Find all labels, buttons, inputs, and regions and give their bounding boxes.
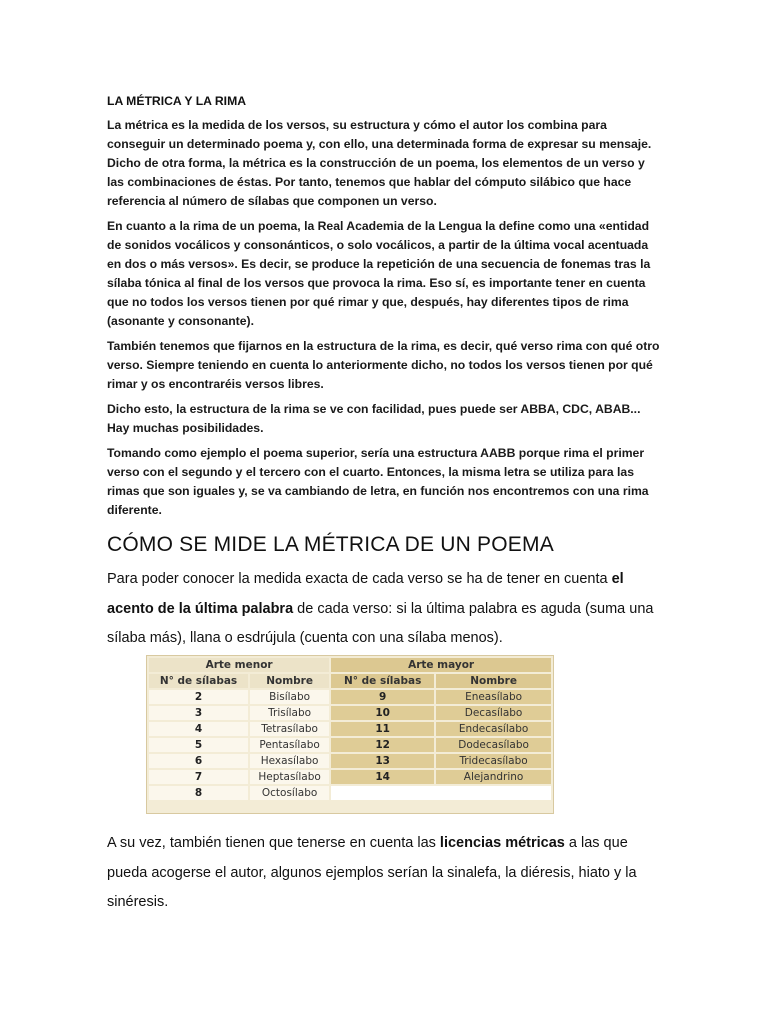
table-cell: Trisílabo [250,706,329,720]
table-cell: 8 [149,786,248,800]
paragraph-licencias [107,829,667,918]
section-metrica-rima [107,92,663,526]
table-cell: 7 [149,770,248,784]
paragraph: La métrica es la medida de los versos, su estructura y cómo el autor los combina para conseguir un determinado poema y, con ello, una determinada forma de expresar su mensaje. Dicho de otra forma, la métrica es la construcción de un poema, los elementos de un verso y las combinaciones de éstas. Por tanto, tenemos que hablar del cómputo silábico que hace referencia al número de sílabas que componen un verso. [107,118,652,208]
table-cell: Pentasílabo [250,738,329,752]
table-cell-empty [331,786,551,800]
text-run: a las que pueda acogerse el autor, algunos ejemplos serían la sinalefa, la diéresis, hiato y la sinéresis. [107,835,637,910]
paragraph-acento [107,565,667,654]
paragraph: Dicho esto, la estructura de la rima se ve con facilidad, pues puede ser ABBA, CDC, ABAB... Hay muchas posibilidades. [107,402,641,435]
table-group-row [149,658,551,672]
text-run: A su vez, también tienen que tenerse en cuenta las [107,835,440,851]
column-header: N° de sílabas [331,674,434,688]
table-row [149,786,551,800]
table-cell: Heptasílabo [250,770,329,784]
table-cell: 13 [331,754,434,768]
table-row [149,770,551,784]
group-header-arte-menor: Arte menor [149,658,329,672]
table-row [149,690,551,704]
column-header: N° de sílabas [149,674,248,688]
paragraph: Tomando como ejemplo el poema superior, sería una estructura AABB porque rima el primer verso con el segundo y el tercero con el cuarto. Entonces, la misma letra se utiliza para las rimas que son iguales y, se va cambiando de letra, en función nos encontremos con una rima diferente. [107,446,649,517]
table-cell: 11 [331,722,434,736]
section-heading: CÓMO SE MIDE LA MÉTRICA DE UN POEMA [107,533,554,556]
table-cell: 12 [331,738,434,752]
table-cell: 2 [149,690,248,704]
table-cell: Tetrasílabo [250,722,329,736]
table-cell: Octosílabo [250,786,329,800]
table-row [149,706,551,720]
table-cell: Bisílabo [250,690,329,704]
syllable-table-grid [147,656,553,802]
table-cell: 14 [331,770,434,784]
table-row [149,738,551,752]
table-cell: Eneasílabo [436,690,551,704]
table-cell: 6 [149,754,248,768]
paragraph: En cuanto a la rima de un poema, la Real Academia de la Lengua la define como una «entidad de sonidos vocálicos y consonánticos, o solo vocálicos, a partir de la última vocal acentuada en dos o más versos». Es decir, se produce la repetición de una secuencia de fonemas tras la sílaba tónica al final de los versos que provoca la rima. Eso sí, es importante tener en cuenta que no todos los versos tienen por qué rimar y que, después, hay diferentes tipos de rima (asonante y consonante). [107,219,651,328]
table-cell: 4 [149,722,248,736]
table-cell: 3 [149,706,248,720]
text-run: de cada verso: si la última palabra es aguda (suma una sílaba más), llana o esdrújula (cuenta con una sílaba menos). [107,600,654,646]
table-cell: Hexasílabo [250,754,329,768]
paragraph: También tenemos que fijarnos en la estructura de la rima, es decir, qué verso rima con qué otro verso. Siempre teniendo en cuenta lo anteriormente dicho, no todos los versos tienen por qué rimar y os encontraréis versos libres. [107,339,660,391]
column-header: Nombre [436,674,551,688]
column-header: Nombre [250,674,329,688]
table-cell: Dodecasílabo [436,738,551,752]
table-row [149,754,551,768]
table-cell: Decasílabo [436,706,551,720]
syllable-table [146,655,554,814]
table-cell: Tridecasílabo [436,754,551,768]
text-run: Para poder conocer la medida exacta de cada verso se ha de tener en cuenta [107,571,612,587]
table-cell: Alejandrino [436,770,551,784]
bold-text: el acento de la última palabra [107,571,624,617]
table-row [149,722,551,736]
table-cell: 10 [331,706,434,720]
table-cell: Endecasílabo [436,722,551,736]
table-cell: 9 [331,690,434,704]
table-header-row [149,674,551,688]
bold-text: licencias métricas [439,835,565,851]
section-title: LA MÉTRICA Y LA RIMA [107,94,247,108]
table-cell: 5 [149,738,248,752]
group-header-arte-mayor: Arte mayor [331,658,551,672]
